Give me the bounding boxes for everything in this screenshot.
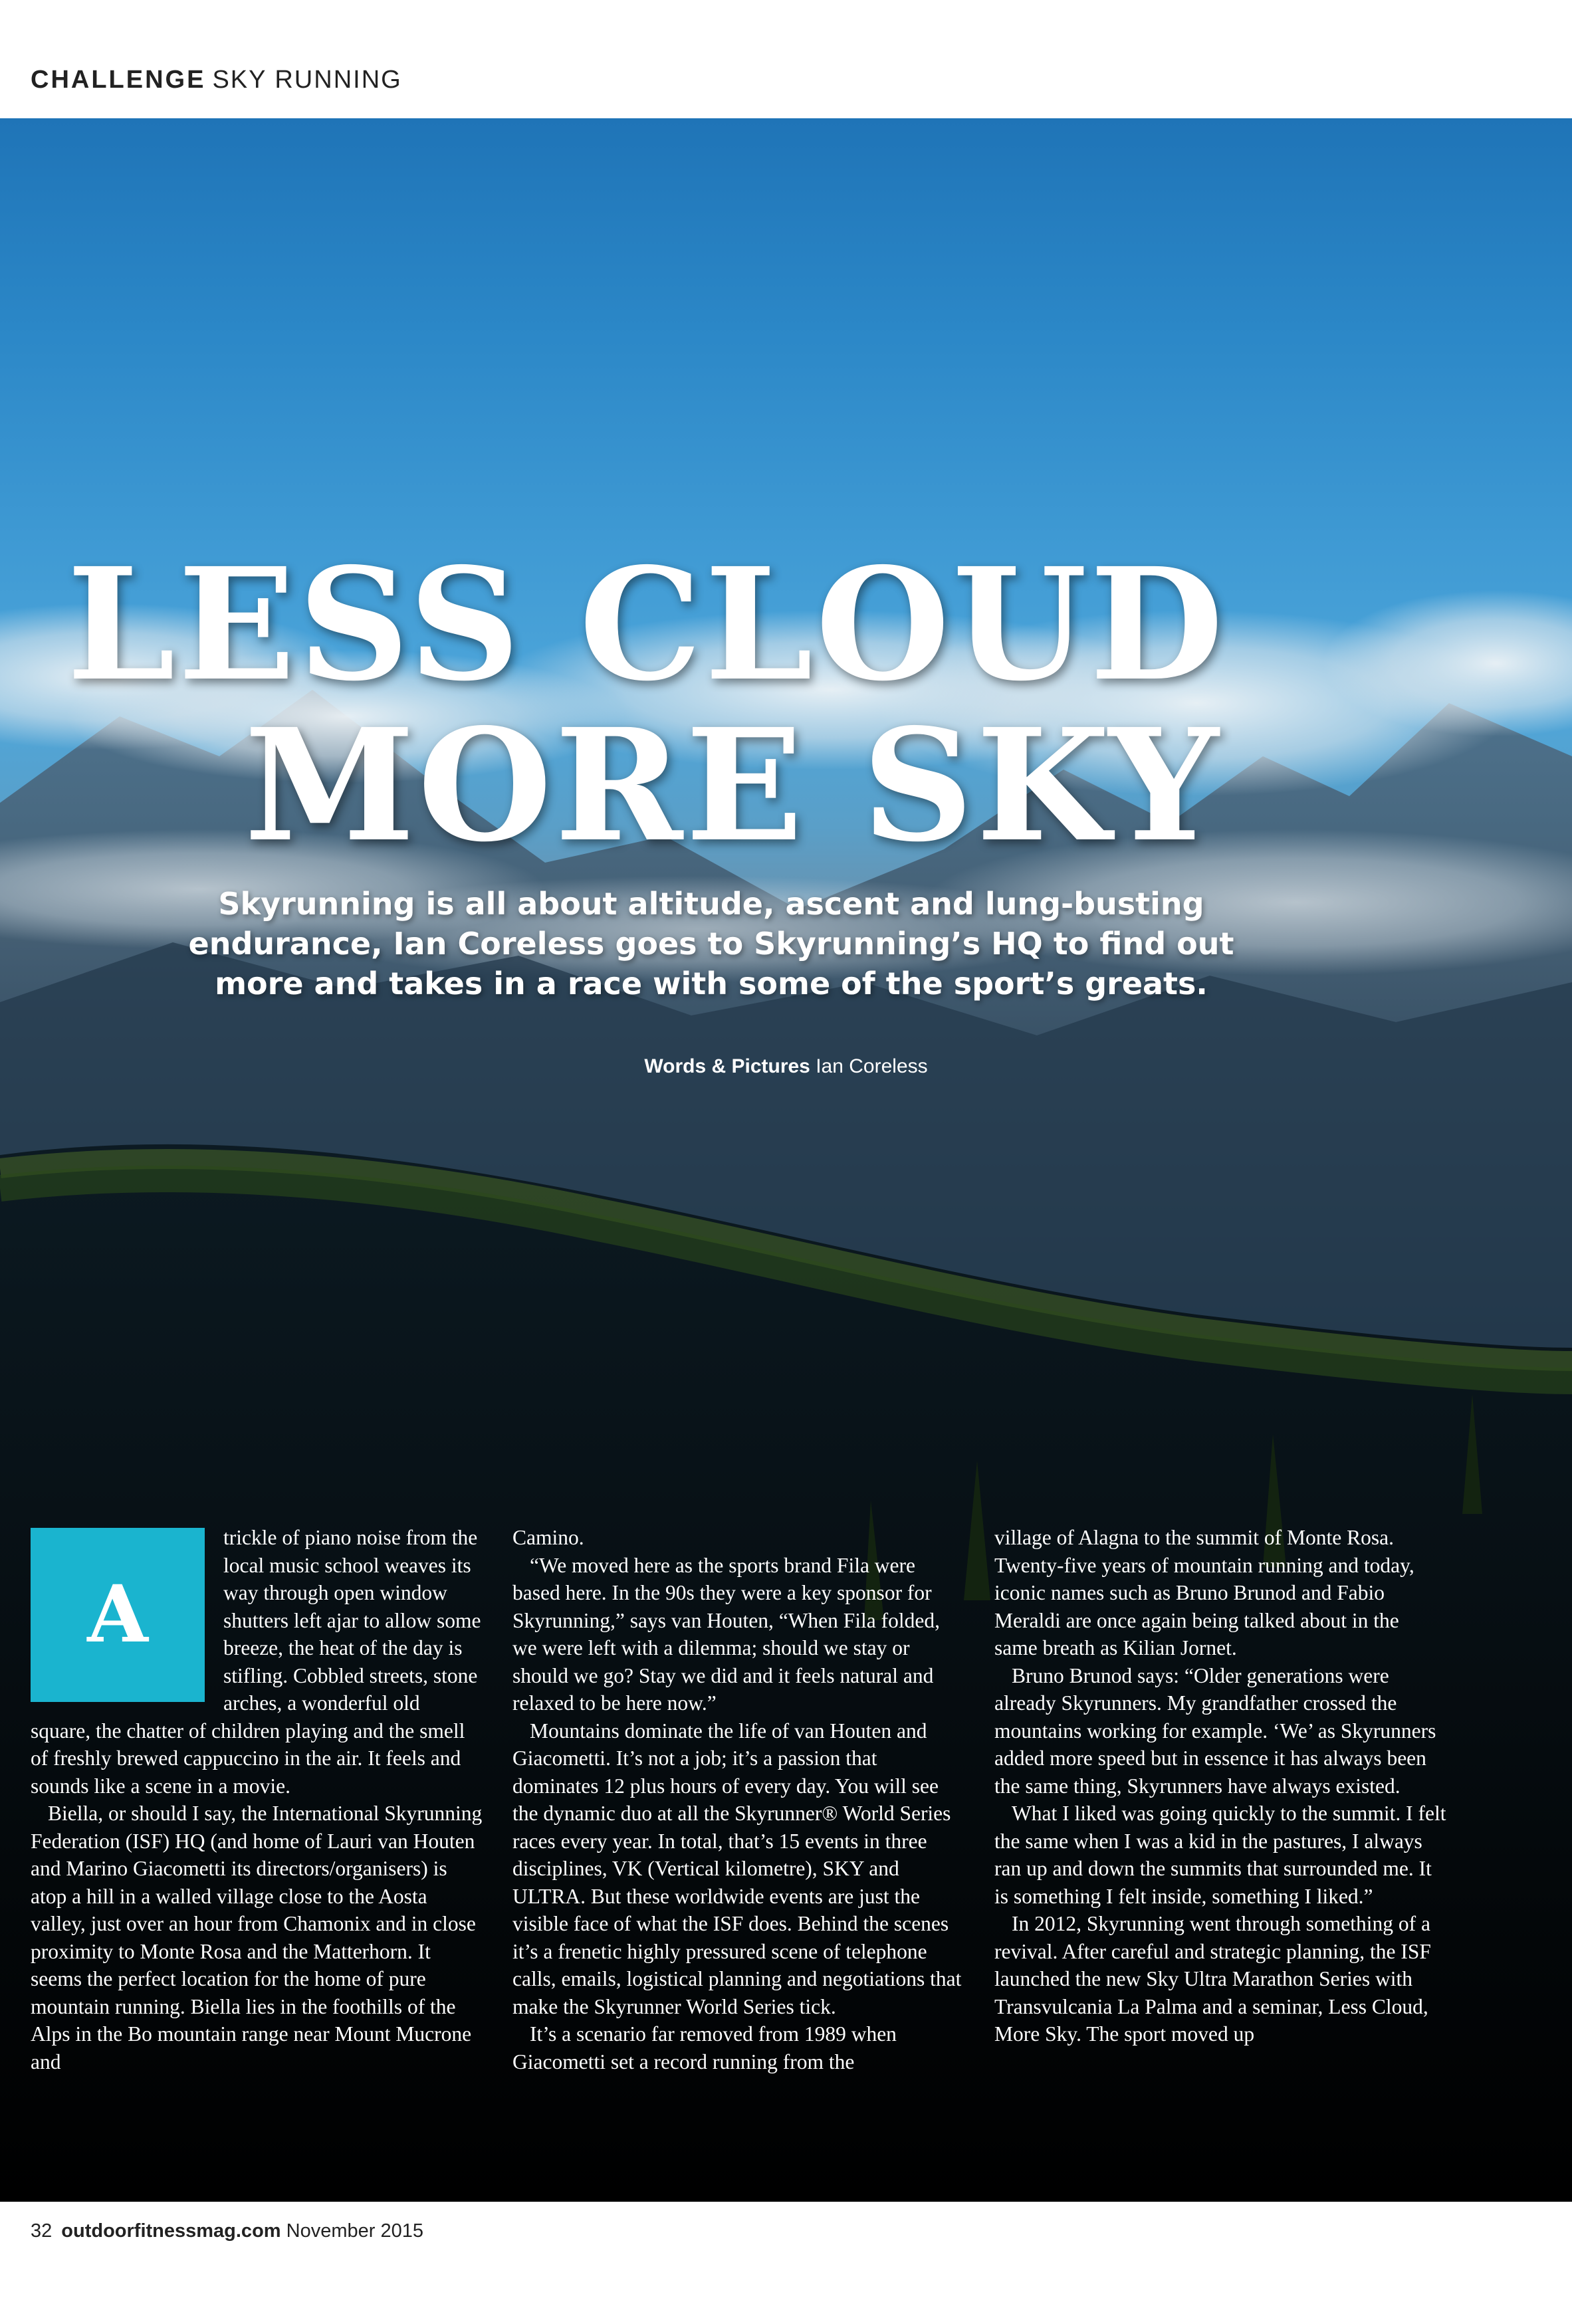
website-link[interactable]: outdoorfitnessmag.com (61, 2220, 281, 2242)
section-header (31, 61, 402, 98)
paragraph: village of Alagna to the summit of Monte Rosa. Twenty-five years of mountain running and today, iconic names such as Bruno Brunod and Fabio Meraldi are once again being talked about in the same breath as Kilian Jornet. (994, 1526, 1414, 1659)
paragraph: Bruno Brunod says: “Older generations were already Skyrunners. My grandfather crossed the mountains working for example. ‘We’ as Skyrunners added more speed but in essence it has always been the same thing, Skyrunners have always existed. (994, 1663, 1436, 1798)
paragraph: Biella, or should I say, the International Skyrunning Federation (ISF) HQ (and home of Lauri van Houten and Marino Giacometti its directors/organisers) is atop a hill in a walled village close to the Aosta valley, just over an hour from Chamonix and in close proximity to Monte Rosa and the Matterhorn. It seems the perfect location for the home of pure mountain running. Biella lies in the foothills of the Alps in the Bo mountain range near Mount Mucrone and (31, 1802, 483, 2073)
paragraph: Mountains dominate the life of van Houten and Giacometti. It’s not a job; it’s a passion that dominates 12 plus hours of every day. You will see the dynamic duo at all the Skyrunner® World Series races every year. In total, that’s 15 events in three disciplines, VK (Vertical kilometre), SKY and ULTRA. But these worldwide events are just the visible face of what the ISF does. Behind the scenes it’s a frenetic highly pressured scene of telephone calls, emails, logistical planning and negotiations that make the Skyrunner World Series tick. (512, 1719, 962, 2018)
paragraph: “We moved here as the sports brand Fila were based here. In the 90s they were a key sponsor for Skyrunning,” says van Houten, “When Fila folded, we were left with a dilemma; should we stay or should we go? Stay we did and it feels natural and relaxed to be here now.” (512, 1553, 940, 1715)
paragraph: In 2012, Skyrunning went through something of a revival. After careful and strategic planning, the ISF launched the new Sky Ultra Marathon Series with Transvulcania La Palma and a seminar, Less Cloud, More Sky. The sport moved up (994, 1912, 1431, 2046)
article-column-2 (512, 1524, 964, 2075)
drop-cap-letter: A (87, 1568, 148, 1660)
paragraph: It’s a scenario far removed from 1989 when Giacometti set a record running from the (512, 2022, 897, 2073)
article-column-1 (31, 1524, 483, 2075)
section-kicker: CHALLENGE (31, 66, 206, 94)
paragraph: Camino. (512, 1526, 584, 1549)
drop-cap (31, 1528, 205, 1702)
paragraph: What I liked was going quickly to the summit. I felt the same when I was a kid in the pastures, I always ran up and down the summits that surrounded me. It is something I felt inside, something I liked.” (994, 1802, 1446, 1908)
page-number: 32 (31, 2220, 53, 2242)
byline-name: Ian Coreless (816, 1055, 928, 1077)
byline (0, 1055, 1572, 1078)
byline-label: Words & Pictures (644, 1055, 810, 1077)
section-topic: SKY RUNNING (212, 66, 402, 94)
issue-date: November 2015 (286, 2220, 423, 2242)
paragraph: trickle of piano noise from the local music school weaves its way through open window shutters left ajar to allow some breeze, the heat of the day is stifling. Cobbled streets, stone arches, a wonderful old square, the chatter of children playing and the smell of freshly brewed cappuccino in the air. It feels and sounds like a scene in a movie. (31, 1526, 481, 1798)
headline-line-2: MORE SKY (244, 694, 1222, 876)
article-column-3 (994, 1524, 1446, 2048)
page-footer (31, 2218, 423, 2244)
standfirst: Skyrunning is all about altitude, ascent and lung-busting endurance, Ian Coreless goes to Skyrunning’s HQ to find out more and takes in a race with some of the sport’s greats. (188, 886, 1234, 1002)
headline-line-1: LESS CLOUD (66, 534, 1226, 715)
